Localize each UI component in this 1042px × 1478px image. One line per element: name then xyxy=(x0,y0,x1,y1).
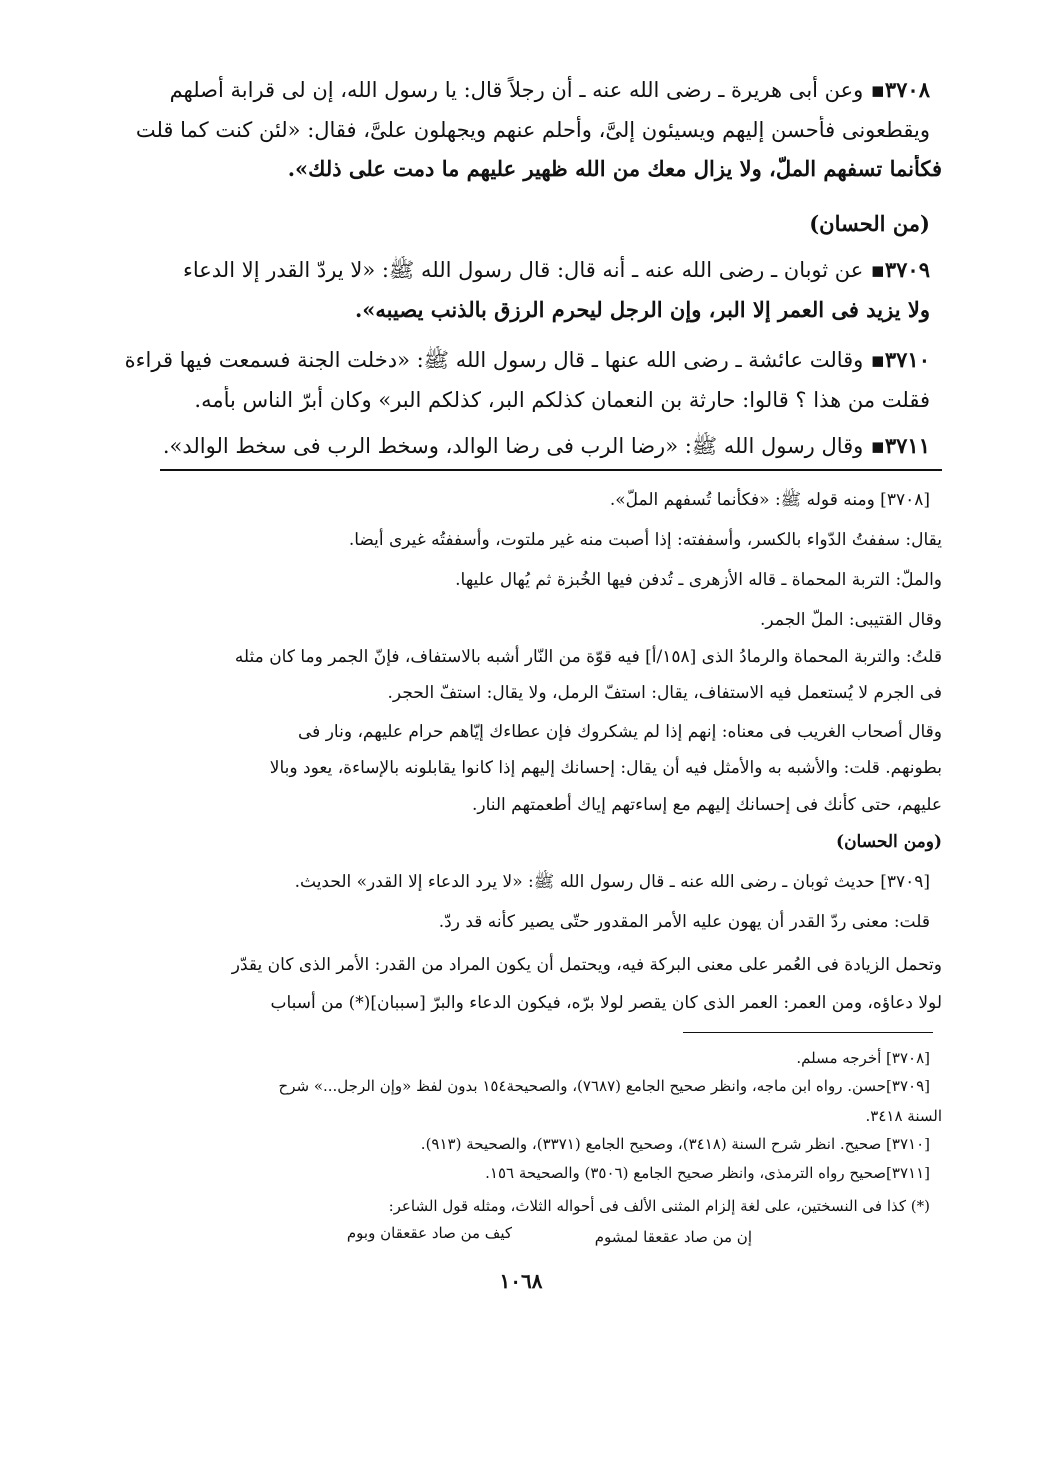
hadith-text: ويقطعونى فأحسن إليهم ويسيئون إلىَّ، وأحلم عنهم ويجهلون علىَّ، فقال: «لئن كنت كما قلت xyxy=(135,118,930,142)
poem-hemistich-left: كيف من صاد عقعقان وبوم xyxy=(346,1224,512,1242)
commentary-line-14: لولا دعاؤه، ومن العمر: العمر الذى كان يقصر لولا برّه، فيكون الدعاء والبرّ [سببان](*) من أسباب xyxy=(270,993,942,1013)
hadith-3708-line-2 xyxy=(100,116,930,146)
commentary-line-5: قلتُ: والتربة المحماة والرمادُ الذى [١٥٨/أ] فيه قوّة من النّار أشبه بالاستفاف، فإنّ الجمر وما كان مثله xyxy=(234,647,942,667)
page-number: ١٠٦٨ xyxy=(499,1269,543,1293)
commentary-line-7: وقال أصحاب الغريب فى معناه: إنهم إذا لم يشكروك فإن عطاءك إيّاهم حرام عليهم، ونار فى xyxy=(298,722,942,742)
hadith-3710-line-1: ٣٧١٠▪ وقالت عائشة ـ رضى الله عنها ـ قال رسول الله ﷺ: «دخلت الجنة فسمعت فيها قراءة xyxy=(124,347,930,372)
hadith-text: فكأنما تسفهم الملّ، ولا يزال معك من الله ظهير عليهم ما دمت على ذلك». xyxy=(287,156,942,181)
footnote-3709-line-1: [٣٧٠٩]حسن. رواه ابن ماجه، وانظر صحيح الجامع (٧٦٨٧)، والصحيحة١٥٤ بدون لفظ «وإن الرجل...» شرح xyxy=(278,1077,930,1095)
commentary-line-11: [٣٧٠٩] حديث ثوبان ـ رضى الله عنه ـ قال رسول الله ﷺ: «لا يرد الدعاء إلا القدر» الحديث. xyxy=(294,872,930,892)
hadith-number: ٣٧١٠ xyxy=(884,347,930,372)
hadith-number: ٣٧٠٨ xyxy=(884,77,930,102)
commentary-line-12: قلت: معنى ردّ القدر أن يهون عليه الأمر المقدور حتّى يصير كأنه قد ردّ. xyxy=(438,912,930,932)
poem-hemistich-right: إن من صاد عقعقا لمشوم xyxy=(594,1228,752,1246)
hadith-text: وقالت عائشة ـ رضى الله عنها ـ قال رسول الله ﷺ: «دخلت الجنة فسمعت فيها قراءة xyxy=(124,348,864,372)
hadith-grade-hasan: (من الحسان) xyxy=(809,211,930,236)
hadith-3708-line-1: ٣٧٠٨▪ وعن أبى هريرة ـ رضى الله عنه ـ أن رجلاً قال: يا رسول الله، إن لى قرابة أصلهم xyxy=(169,77,930,102)
footnote-divider xyxy=(683,1032,933,1033)
hadith-3708-line-3 xyxy=(102,155,942,185)
hadith-text: ولا يزيد فى العمر إلا البر، وإن الرجل ليحرم الرزق بالذنب يصيبه». xyxy=(354,297,930,322)
commentary-line-6: فى الجرم لا يُستعمل فيه الاستفاف، يقال: استفّ الرمل، ولا يقال: استفّ الحجر. xyxy=(387,683,942,703)
hadith-3711-line-1: ٣٧١١▪ وقال رسول الله ﷺ: «رضا الرب فى رضا الوالد، وسخط الرب فى سخط الوالد». xyxy=(162,433,930,458)
footnote-3710: [٣٧١٠] صحيح. انظر شرح السنة (٣٤١٨)، وصحيح الجامع (٣٣٧١)، والصحيحة (٩١٣). xyxy=(420,1135,930,1153)
commentary-line-4: وقال القتيبى: الملّ الجمر. xyxy=(760,610,942,630)
commentary-line-13: وتحمل الزيادة فى العُمر على معنى البركة فيه، ويحتمل أن يكون المراد من القدر: الأمر الذى كان يقدّر xyxy=(231,955,942,975)
commentary-line-3: والملّ: التربة المحماة ـ قاله الأزهرى ـ تُدفن فيها الخُبزة ثم يُهال عليها. xyxy=(455,570,942,590)
main-text-divider xyxy=(160,469,942,471)
hadith-3710-line-2 xyxy=(100,386,930,416)
hadith-3709-line-2 xyxy=(100,296,930,326)
footnote-3711: [٣٧١١]صحيح رواه الترمذى، وانظر صحيح الجامع (٣٥٠٦) والصحيحة ١٥٦. xyxy=(485,1164,930,1182)
hadith-text: وعن أبى هريرة ـ رضى الله عنه ـ أن رجلاً قال: يا رسول الله، إن لى قرابة أصلهم xyxy=(169,78,864,102)
commentary-line-2: يقال: سففتُ الدّواء بالكسر، وأسففته: إذا أصبت منه غير ملتوت، وأسففتُه غيرى أيضا. xyxy=(348,530,942,550)
hadith-3709-line-1: ٣٧٠٩▪ عن ثوبان ـ رضى الله عنه ـ أنه قال: قال رسول الله ﷺ: «لا يردّ القدر إلا الدعاء xyxy=(182,257,930,282)
hadith-number: ٣٧١١ xyxy=(884,433,930,458)
footnote-3708: [٣٧٠٨] أخرجه مسلم. xyxy=(796,1049,930,1067)
footnote-3709-line-2: السنة ٣٤١٨. xyxy=(865,1107,942,1125)
hadith-text: فقلت من هذا ؟ قالوا: حارثة بن النعمان كذلكم البر، كذلكم البر» وكان أبرّ الناس بأمه. xyxy=(194,388,930,412)
commentary-line-1: [٣٧٠٨] ومنه قوله ﷺ: «فكأنما تُسفهم الملّ». xyxy=(609,490,930,510)
hadith-text: عن ثوبان ـ رضى الله عنه ـ أنه قال: قال رسول الله ﷺ: «لا يردّ القدر إلا الدعاء xyxy=(182,258,864,282)
commentary-line-9: عليهم، حتى كأنك فى إحسانك إليهم مع إساءتهم إياك أطعمتهم النار. xyxy=(471,795,942,815)
hadith-text: وقال رسول الله ﷺ: «رضا الرب فى رضا الوالد، وسخط الرب فى سخط الوالد». xyxy=(162,434,864,458)
commentary-line-10: (ومن الحسان) xyxy=(836,832,942,852)
hadith-number: ٣٧٠٩ xyxy=(884,257,930,282)
commentary-line-8: بطونهم. قلت: والأشبه به والأمثل فيه أن يقال: إحسانك إليهم إذا كانوا يقابلونه بالإساءة، يعود وبالا xyxy=(269,758,942,778)
footnote-asterisk: (*) كذا فى النسختين، على لغة إلزام المثنى الألف فى أحواله الثلاث، ومثله قول الشاعر: xyxy=(388,1197,930,1215)
